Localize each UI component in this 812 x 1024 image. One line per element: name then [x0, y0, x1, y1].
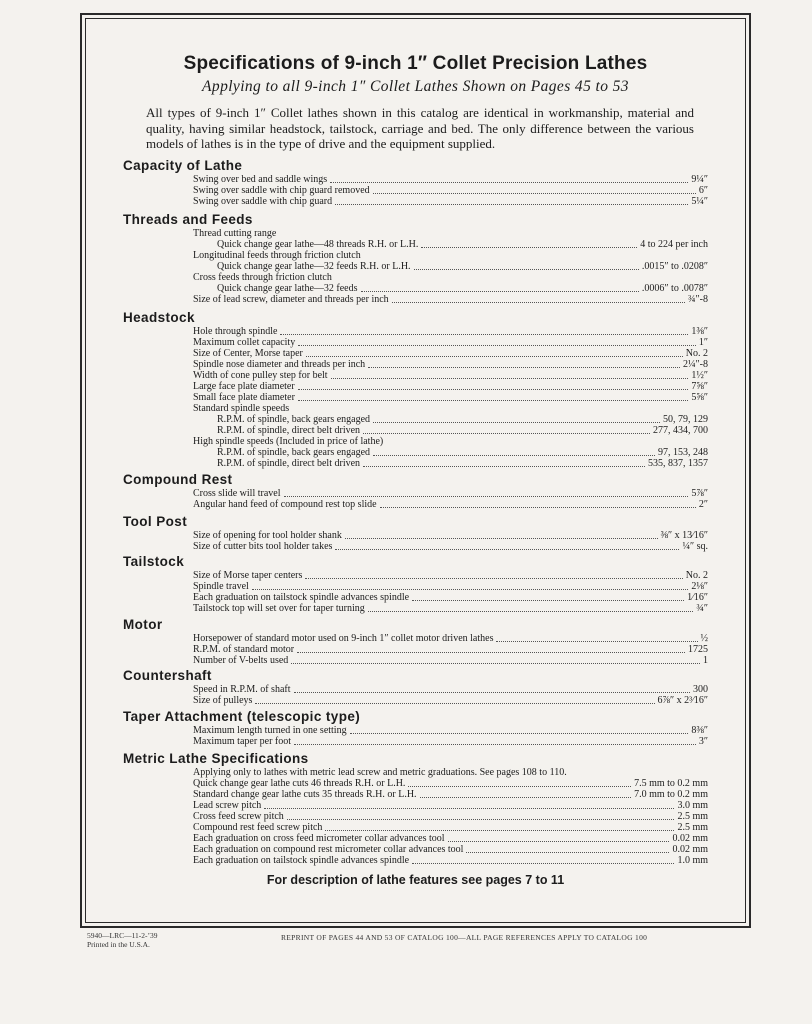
- spec-row: Maximum taper per foot 3″: [193, 736, 708, 747]
- spec-row: R.P.M. of spindle, direct belt driven 277, 434, 700: [217, 425, 708, 436]
- spec-row: Cross feed screw pitch 2.5 mm: [193, 811, 708, 822]
- section-heading-taper: Taper Attachment (telescopic type): [123, 709, 361, 724]
- spec-row: Each graduation on tailstock spindle advances spindle 1.0 mm: [193, 855, 708, 866]
- spec-row: Width of cone pulley step for belt 1½″: [193, 370, 708, 381]
- section-heading-motor: Motor: [123, 617, 163, 632]
- spec-row: Swing over bed and saddle wings 9¼″: [193, 174, 708, 185]
- spec-row: R.P.M. of standard motor 1725: [193, 644, 708, 655]
- spec-row: Number of V-belts used 1: [193, 655, 708, 666]
- section-heading-toolpost: Tool Post: [123, 514, 188, 529]
- features-reference: For description of lathe features see pages 7 to 11: [266, 873, 565, 887]
- spec-row: Large face plate diameter 7⅝″: [193, 381, 708, 392]
- spec-row: Horsepower of standard motor used on 9-inch 1″ collet motor driven lathes ½: [193, 633, 708, 644]
- spec-row: Each graduation on tailstock spindle advances spindle 1⁄16″: [193, 592, 708, 603]
- spec-subheading: High spindle speeds (Included in price of lathe): [193, 436, 384, 447]
- page-title: Specifications of 9-inch 1″ Collet Precision Lathes: [183, 53, 648, 74]
- spec-row: Maximum length turned in one setting 8⅜″: [193, 725, 708, 736]
- spec-row: Quick change gear lathe—32 feeds .0006″ to .0078″: [217, 283, 708, 294]
- spec-subheading: Standard spindle speeds: [193, 403, 290, 414]
- spec-row: Size of pulleys 6⅞″ x 2³⁄16″: [193, 695, 708, 706]
- spec-row: Hole through spindle 1⅜″: [193, 326, 708, 337]
- spec-row: Cross slide will travel 5⅞″: [193, 488, 708, 499]
- reprint-note: REPRINT OF PAGES 44 AND 53 OF CATALOG 100—ALL PAGE REFERENCES APPLY TO CATALOG 100: [281, 933, 648, 942]
- spec-row: R.P.M. of spindle, back gears engaged 50, 79, 129: [217, 414, 708, 425]
- spec-row: Compound rest feed screw pitch 2.5 mm: [193, 822, 708, 833]
- spec-row: Size of lead screw, diameter and threads per inch ¾″-8: [193, 294, 708, 305]
- spec-row: Speed in R.P.M. of shaft 300: [193, 684, 708, 695]
- spec-subheading: Cross feeds through friction clutch: [193, 272, 332, 283]
- spec-row: R.P.M. of spindle, back gears engaged 97, 153, 248: [217, 447, 708, 458]
- spec-row: Quick change gear lathe cuts 46 threads R.H. or L.H. 7.5 mm to 0.2 mm: [193, 778, 708, 789]
- spec-row: Tailstock top will set over for taper turning ¾″: [193, 603, 708, 614]
- spec-row: Small face plate diameter 5⅝″: [193, 392, 708, 403]
- section-heading-metric: Metric Lathe Specifications: [123, 751, 309, 766]
- spec-row: Maximum collet capacity 1″: [193, 337, 708, 348]
- spec-row: Spindle travel 2⅛″: [193, 581, 708, 592]
- spec-row: Quick change gear lathe—32 feeds R.H. or L.H. .0015″ to .0208″: [217, 261, 708, 272]
- spec-subheading: Longitudinal feeds through friction clutch: [193, 250, 361, 261]
- print-code: 5940—LRC—11-2-’39 Printed in the U.S.A.: [87, 931, 158, 949]
- spec-row: Quick change gear lathe—48 threads R.H. or L.H. 4 to 224 per inch: [217, 239, 708, 250]
- spec-row: Each graduation on compound rest micrometer collar advances tool 0.02 mm: [193, 844, 708, 855]
- spec-row: Size of Center, Morse taper No. 2: [193, 348, 708, 359]
- spec-row: R.P.M. of spindle, direct belt driven 535, 837, 1357: [217, 458, 708, 469]
- intro-paragraph: All types of 9-inch 1″ Collet lathes shown in this catalog are identical in workmanship, material and quality, having similar headstock, tailstock, carriage and bed. The only difference between the various models of lathes is in the type of drive and the equipment supplied.: [146, 105, 694, 151]
- section-heading-tailstock: Tailstock: [123, 554, 185, 569]
- spec-row: Size of opening for tool holder shank ⅜″ x 13⁄16″: [193, 530, 708, 541]
- spec-row: Size of cutter bits tool holder takes ¼″ sq.: [193, 541, 708, 552]
- spec-row: Size of Morse taper centers No. 2: [193, 570, 708, 581]
- spec-row: Each graduation on cross feed micrometer collar advances tool 0.02 mm: [193, 833, 708, 844]
- spec-row: Swing over saddle with chip guard removed 6″: [193, 185, 708, 196]
- page-subtitle: Applying to all 9-inch 1″ Collet Lathes Shown on Pages 45 to 53: [202, 78, 629, 95]
- section-heading-compound: Compound Rest: [123, 472, 233, 487]
- spec-row: Standard change gear lathe cuts 35 threads R.H. or L.H. 7.0 mm to 0.2 mm: [193, 789, 708, 800]
- spec-subheading: Thread cutting range: [193, 228, 277, 239]
- spec-row: Lead screw pitch 3.0 mm: [193, 800, 708, 811]
- spec-row: Angular hand feed of compound rest top slide 2″: [193, 499, 708, 510]
- metric-note: Applying only to lathes with metric lead screw and metric graduations. See pages 108 to 110.: [193, 767, 567, 778]
- spec-row: Swing over saddle with chip guard 5¼″: [193, 196, 708, 207]
- section-heading-headstock: Headstock: [123, 310, 195, 325]
- section-heading-capacity: Capacity of Lathe: [123, 158, 243, 173]
- section-heading-countershaft: Countershaft: [123, 668, 212, 683]
- spec-row: Spindle nose diameter and threads per inch 2¼″-8: [193, 359, 708, 370]
- section-heading-threads: Threads and Feeds: [123, 212, 253, 227]
